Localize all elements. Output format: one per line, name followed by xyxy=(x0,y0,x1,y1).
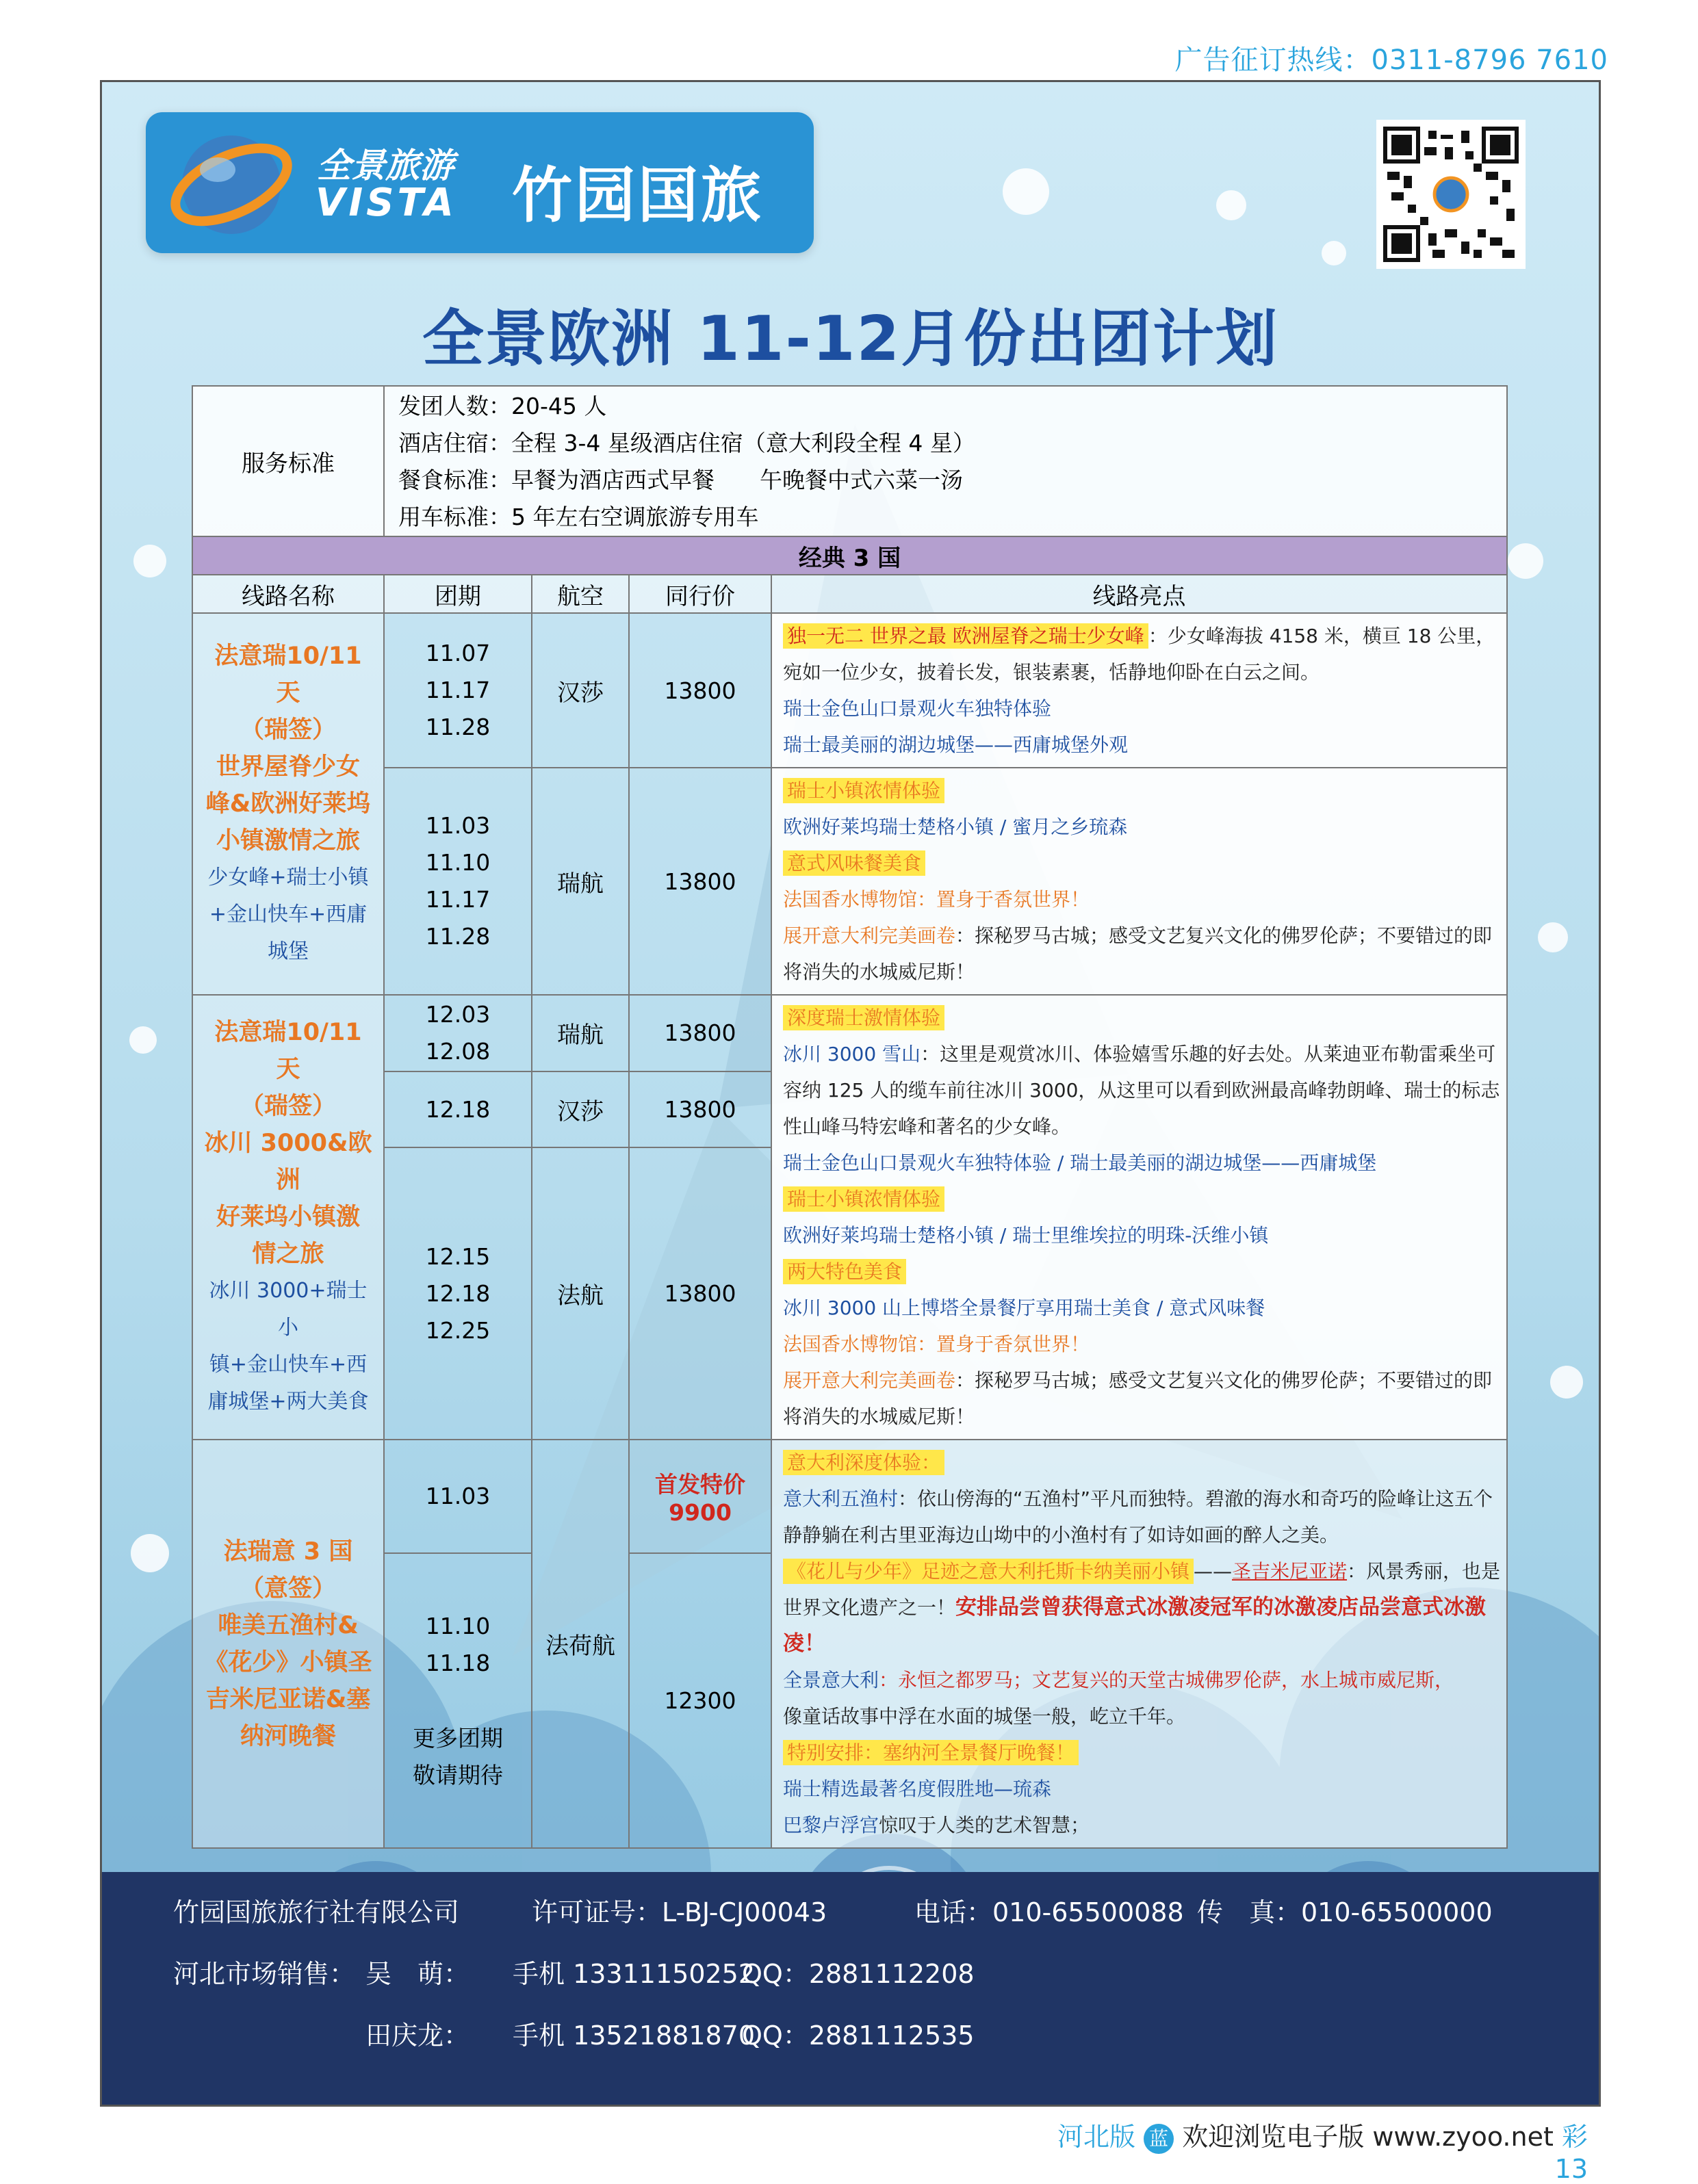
service-line: 发团人数：20-45 人 xyxy=(398,393,607,419)
departure-dates: 12.15 12.18 12.25 xyxy=(384,1147,532,1440)
column-header: 航空 xyxy=(532,575,629,613)
sales-contact-mobile: 手机 13521881870 xyxy=(513,2020,756,2051)
edition-label: 河北版 xyxy=(1057,2122,1136,2152)
brand-name-vista: VISTA xyxy=(316,181,457,225)
sales-contact-qq: QQ：2881112535 xyxy=(742,2020,975,2051)
price: 13800 xyxy=(629,1071,771,1148)
website-link[interactable]: www.zyoo.net xyxy=(1372,2122,1554,2152)
price: 13800 xyxy=(629,995,771,1071)
column-header-row xyxy=(192,575,1507,613)
airline: 瑞航 xyxy=(532,768,629,995)
departure-dates: 11.10 11.18 更多团期 敬请期待 xyxy=(384,1553,532,1848)
service-line: 用车标准：5 年左右空调旅游专用车 xyxy=(398,504,759,530)
company-name: 竹园国旅旅行社有限公司 xyxy=(173,1897,460,1927)
price: 首发特价 9900 xyxy=(629,1440,771,1553)
service-label: 服务标准 xyxy=(192,386,384,536)
airline: 法航 xyxy=(532,1147,629,1440)
contact-footer xyxy=(102,1872,1599,2107)
column-header: 同行价 xyxy=(629,575,771,613)
fax-number: 传 真：010-65500000 xyxy=(1197,1897,1493,1927)
price: 13800 xyxy=(629,1147,771,1440)
welcome-text: 欢迎浏览电子版 xyxy=(1182,2122,1365,2152)
route-highlights: 深度瑞士激情体验 冰川 3000 雪山：这里是观赏冰川、体验嬉雪乐趣的好去处。从莱迪亚布勒雷乘坐可容纳 125 人的缆车前往冰川 3000，从这里可以看到欧洲最高峰勃朗峰、瑞士的标志性山峰马特宏峰和著名的少女峰。 瑞士金色山口景观火车独特体验 / 瑞士最美丽的湖边城堡——西庸城堡 瑞士小镇浓情体验 欧洲好莱坞瑞士楚格小镇 / 瑞士里维埃拉的明珠-沃维小镇 两大特色美食 冰川 3000 山上博塔全景餐厅享用瑞士美食 / 意式风味餐 法国香水博物馆：置身于香氛世界！ 展开意大利完美画卷：探秘罗马古城；感受文艺复兴文化的佛罗伦萨；不要错过的即将消失的水城威尼斯！ xyxy=(771,995,1507,1440)
price: 13800 xyxy=(629,768,771,995)
sales-contact-mobile: 手机 13311150252 xyxy=(513,1959,756,1989)
service-line: 餐食标准：早餐为酒店西式早餐 午晚餐中式六菜一汤 xyxy=(398,467,963,493)
phone-number: 电话：010-65500088 xyxy=(914,1897,1184,1927)
route2-row-a xyxy=(192,995,1507,1071)
ad-frame xyxy=(100,80,1601,2107)
price: 13800 xyxy=(629,613,771,768)
sales-contact-qq: QQ：2881112208 xyxy=(742,1959,975,1989)
globe-logo-icon xyxy=(166,122,303,245)
route1-row-b xyxy=(192,768,1507,995)
departure-dates: 11.03 xyxy=(384,1440,532,1553)
route3-row-a xyxy=(192,1440,1507,1553)
service-standard-row xyxy=(192,386,1507,536)
qr-code-icon xyxy=(1376,120,1526,269)
brand-name-top: 全景旅游 xyxy=(317,146,454,185)
page-footer xyxy=(1027,2116,1588,2184)
sales-contact-name: 吴 萌： xyxy=(365,1959,470,1989)
edition-badge-icon: 蓝 xyxy=(1144,2124,1174,2154)
airline: 瑞航 xyxy=(532,995,629,1071)
price: 12300 xyxy=(629,1553,771,1848)
departure-dates: 11.07 11.17 11.28 xyxy=(384,613,532,768)
route-highlights: 意大利深度体验： 意大利五渔村：依山傍海的“五渔村”平凡而独特。碧澈的海水和奇巧的险峰让这五个静静躺在利古里亚海边山坳中的小渔村有了如诗如画的醉人之美。 《花儿与少年》足迹之意大利托斯卡纳美丽小镇 ——圣吉米尼亚诺：风景秀丽，也是世界文化遗产之一！安排品尝曾获得意式冰激凌冠军的冰激凌店品尝意式冰激凌！ 全景意大利：永恒之都罗马；文艺复兴的天堂古城佛罗伦萨，水上城市威尼斯， 像童话故事中浮在水面的城堡一般，屹立千年。 特别安排：塞纳河全景餐厅晚餐！ 瑞士精选最著名度假胜地—琉森 巴黎卢浮宫惊叹于人类的艺术智慧； xyxy=(771,1440,1507,1848)
departure-dates: 11.03 11.10 11.17 11.28 xyxy=(384,768,532,995)
route1-row-a xyxy=(192,613,1507,768)
section-header: 经典 3 国 xyxy=(192,536,1507,575)
license-number: 许可证号：L-BJ-CJ00043 xyxy=(532,1897,827,1927)
departure-dates: 12.03 12.08 xyxy=(384,995,532,1071)
airline: 法荷航 xyxy=(532,1440,629,1848)
column-header: 团期 xyxy=(384,575,532,613)
route-highlights: 独一无二 世界之最 欧洲屋脊之瑞士少女峰 ：少女峰海拔 4158 米，横亘 18 公里，宛如一位少女，披着长发，银装素裹，恬静地仰卧在白云之间。 瑞士金色山口景观火车独特体验 瑞士最美丽的湖边城堡——西庸城堡外观 xyxy=(771,613,1507,768)
service-details xyxy=(384,386,1507,536)
column-header: 线路亮点 xyxy=(771,575,1507,613)
itinerary-table xyxy=(192,385,1508,1849)
route1-name: 法意瑞10/11天 （瑞签） 世界屋脊少女 峰&欧洲好莱坞 小镇激情之旅 少女峰+瑞士小镇 +金山快车+西庸 城堡 xyxy=(192,613,384,995)
airline: 汉莎 xyxy=(532,1071,629,1148)
route-highlights: 瑞士小镇浓情体验 欧洲好莱坞瑞士楚格小镇 / 蜜月之乡琉森 意式风味餐美食 法国香水博物馆：置身于香氛世界！ 展开意大利完美画卷：探秘罗马古城；感受文艺复兴文化的佛罗伦萨；不要错过的即将消失的水城威尼斯！ xyxy=(771,768,1507,995)
route2-name: 法意瑞10/11天 （瑞签） 冰川 3000&欧洲 好莱坞小镇激 情之旅 冰川 3000+瑞士小 镇+金山快车+西 庸城堡+两大美食 xyxy=(192,995,384,1440)
brand-name-chinese: 竹园国旅 xyxy=(512,160,764,231)
departure-dates: 12.18 xyxy=(384,1071,532,1148)
service-line: 酒店住宿：全程 3-4 星级酒店住宿（意大利段全程 4 星） xyxy=(398,430,975,456)
page-number: 彩13 xyxy=(1554,2122,1588,2184)
sales-label: 河北市场销售： xyxy=(173,1959,356,1989)
route3-name: 法瑞意 3 国 （意签） 唯美五渔村& 《花少》小镇圣 吉米尼亚诺&塞 纳河晚餐 xyxy=(192,1440,384,1848)
sales-contact-name: 田庆龙： xyxy=(365,2020,470,2051)
ad-hotline: 广告征订热线：0311-8796 7610 xyxy=(1174,44,1608,76)
page-title: 全景欧洲 11-12月份出团计划 xyxy=(422,303,1279,375)
brand-banner xyxy=(146,112,814,253)
column-header: 线路名称 xyxy=(192,575,384,613)
airline: 汉莎 xyxy=(532,613,629,768)
